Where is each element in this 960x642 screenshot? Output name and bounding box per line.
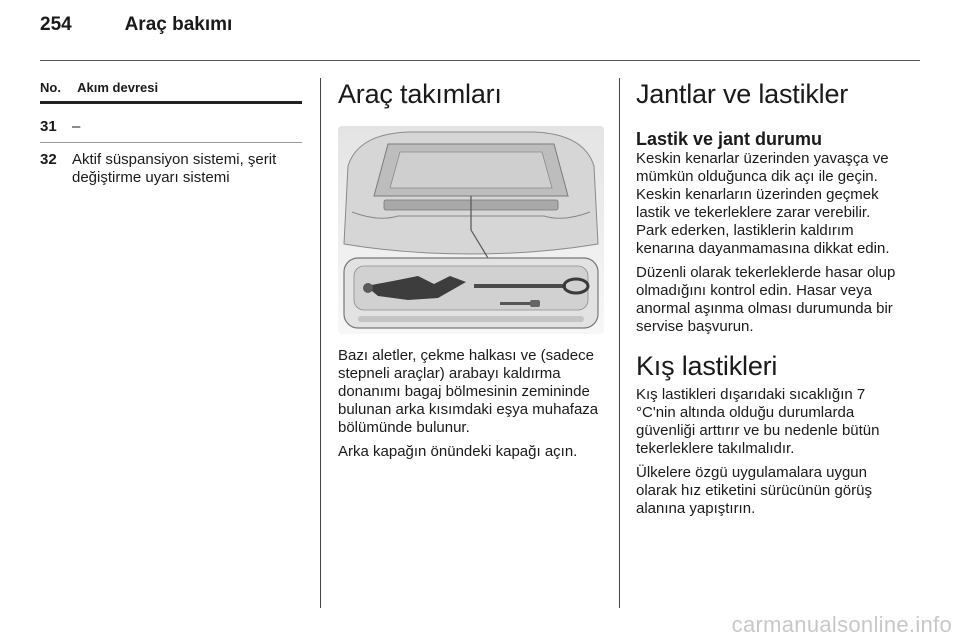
table-row	[40, 118, 302, 136]
page-number: 254	[40, 14, 72, 35]
section-heading-winter-tyres: Kış lastikleri	[636, 351, 778, 381]
subheading-tyre-condition: Lastik ve jant durumu	[636, 129, 823, 149]
paragraph: Düzenli olarak tekerleklerde hasar olup olmadığını kontrol edin. Hasar veya anormal aşınma olması durumunda bir servise başvurun.	[636, 264, 896, 335]
paragraph: Keskin kenarlar üzerinden yavaşça ve mümkün olduğunca dik açı ile geçin. Keskin kenarların üzerinden geçmek lastik ve tekerleklere zarar verebilir. Park ederken, lastiklerin kaldırım kenarına dayanmamasına dikkat edin.	[636, 150, 890, 257]
fuse-table	[40, 80, 302, 187]
section-heading-wheels: Jantlar ve lastikler	[636, 79, 849, 109]
table-header	[40, 80, 302, 104]
section-heading-tools: Araç takımları	[338, 79, 502, 109]
wheels-section	[636, 78, 904, 518]
row-divider	[40, 142, 302, 143]
page-title: Araç bakımı	[124, 14, 233, 35]
paragraph: Kış lastikleri dışarıdaki sıcaklığın 7 °C'nin altında olduğu durumlarda güvenliği arttırır ve bu nedenle bütün tekerleklere takılmalıdır.	[636, 386, 880, 457]
fuse-circuit: –	[72, 118, 81, 135]
column-divider	[619, 78, 620, 608]
header-divider	[40, 60, 920, 61]
paragraph: Bazı aletler, çekme halkası ve (sadece stepneli araçlar) arabayı kaldırma donanımı bagaj bölmesinin zemininde bulunan arka kısımdaki eşya muhafaza bölümünde bulunur.	[338, 347, 599, 436]
column-divider	[320, 78, 321, 608]
trunk-tools-illustration	[338, 126, 604, 334]
fuse-number: 31	[40, 118, 57, 135]
watermark: carmanualsonline.info	[731, 612, 952, 637]
fuse-number: 32	[40, 151, 57, 168]
column-header-circuit: Akım devresi	[77, 80, 159, 95]
table-row	[40, 151, 302, 187]
paragraph: Arka kapağın önündeki kapağı açın.	[338, 443, 578, 460]
paragraph: Ülkelere özgü uygulamalara uygun olarak hız etiketini sürücünün görüş alanına yapıştırın.	[636, 464, 872, 517]
page-header	[40, 14, 232, 36]
tools-section	[338, 78, 604, 461]
fuse-circuit: Aktif süspansiyon sistemi, şerit değiştirme uyarı sistemi	[72, 151, 277, 186]
column-header-no: No.	[40, 80, 61, 95]
